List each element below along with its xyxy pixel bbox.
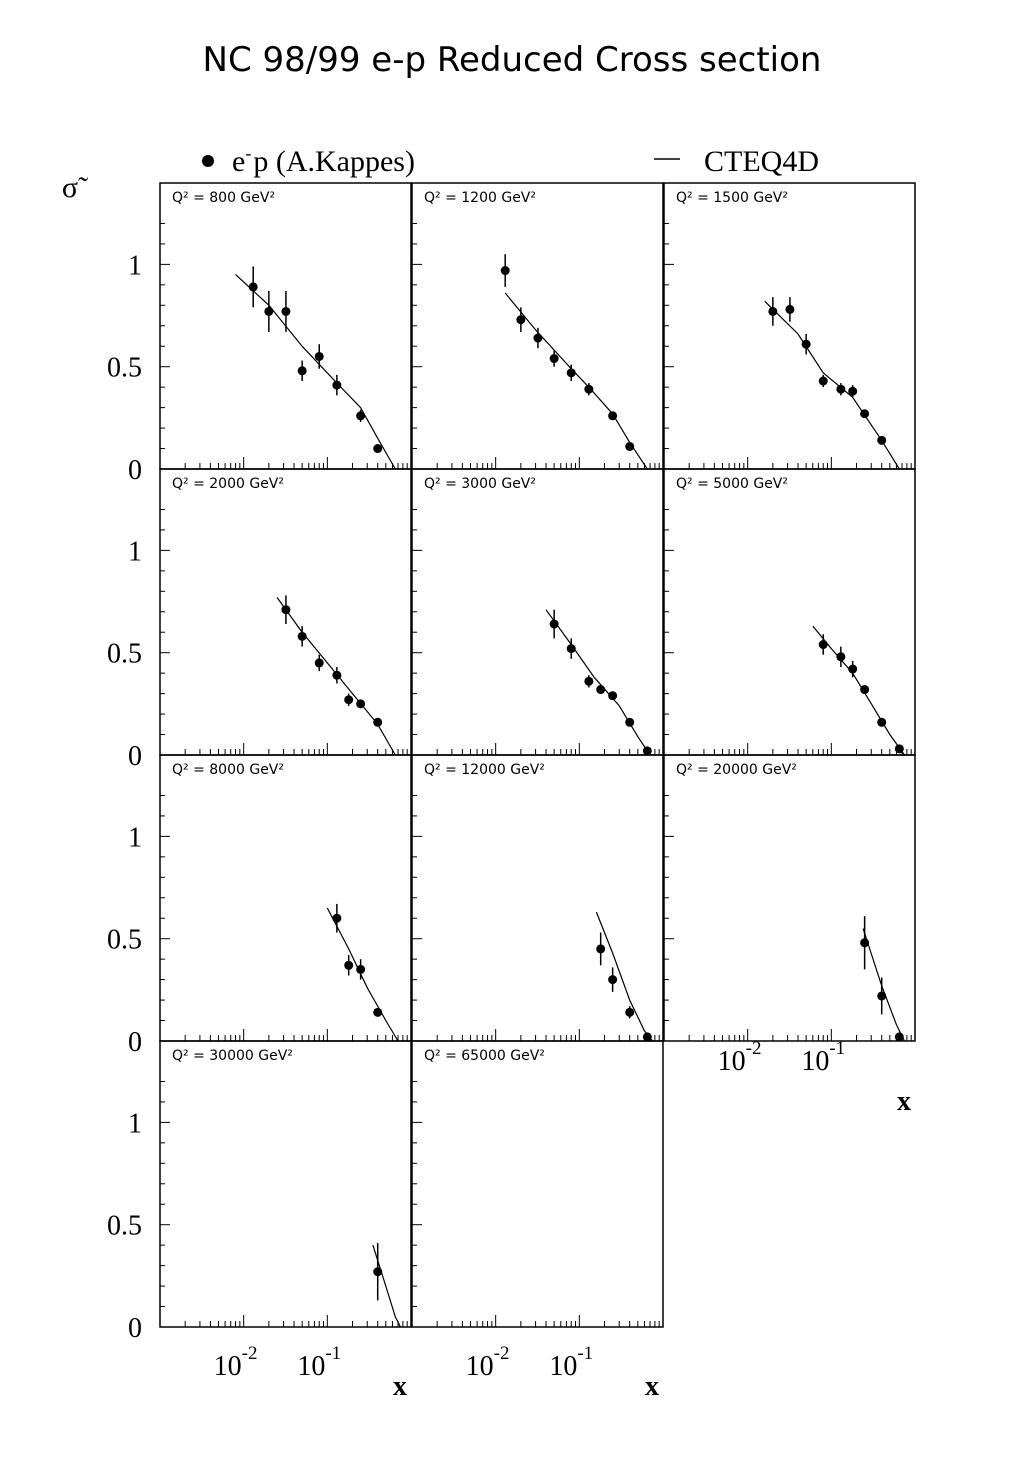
panel-3	[160, 469, 411, 755]
panel-0	[160, 183, 411, 469]
panel-label: Q² = 3000 GeV²	[424, 476, 536, 492]
panel-4	[412, 469, 663, 755]
data-point	[848, 387, 857, 396]
panel-7	[412, 755, 663, 1041]
legend-data-marker	[202, 155, 214, 167]
panel-frame	[160, 1041, 411, 1327]
data-point	[298, 632, 307, 641]
data-point	[608, 411, 617, 420]
data-point	[550, 354, 559, 363]
data-point	[836, 652, 845, 661]
y-tick-label: 0.5	[107, 638, 142, 670]
data-point	[625, 1008, 634, 1017]
data-point	[802, 340, 811, 349]
data-point	[584, 385, 593, 394]
y-tick-label: 0	[128, 741, 142, 772]
x-tick-exponent: -1	[829, 1038, 846, 1059]
data-point	[625, 442, 634, 451]
data-point	[344, 961, 353, 970]
data-point	[373, 1267, 382, 1276]
data-point	[567, 644, 576, 653]
data-point	[264, 307, 273, 316]
data-point	[344, 695, 353, 704]
panels	[107, 183, 915, 1402]
y-axis-label: σ̃	[61, 171, 79, 204]
theory-curve	[236, 275, 396, 469]
data-point	[608, 975, 617, 984]
y-tick-label: 0.5	[107, 1210, 142, 1242]
theory-curve	[596, 912, 652, 1041]
data-point	[533, 334, 542, 343]
panel-10	[412, 1041, 663, 1327]
data-point	[643, 1032, 652, 1041]
data-point	[356, 699, 365, 708]
data-point	[315, 658, 324, 667]
y-tick-label: 0	[128, 1027, 142, 1058]
y-tick-label: 1	[128, 536, 142, 568]
x-tick-label: 10	[465, 1351, 494, 1382]
data-point	[356, 411, 365, 420]
theory-curve	[546, 610, 650, 755]
data-point	[848, 665, 857, 674]
panel-1	[412, 183, 663, 469]
data-point	[550, 620, 559, 629]
data-point	[281, 307, 290, 316]
panel-5	[664, 469, 915, 755]
y-tick-label: 0	[128, 1313, 142, 1344]
panel-6	[160, 755, 411, 1041]
legend-data-label-rest: p (A.Kappes)	[253, 145, 415, 178]
data-point	[895, 744, 904, 753]
theory-curve	[863, 929, 904, 1042]
data-point	[785, 305, 794, 314]
x-axis-label: x	[645, 1371, 659, 1402]
panel-frame	[412, 469, 663, 755]
x-tick-exponent: -2	[745, 1038, 762, 1059]
data-point	[625, 718, 634, 727]
data-point	[860, 938, 869, 947]
y-tick-label: 0.5	[107, 924, 142, 956]
y-tick-label: 1	[128, 250, 142, 282]
theory-curve	[505, 293, 647, 469]
x-tick-label: 10	[801, 1046, 830, 1077]
panel-frame	[412, 755, 663, 1041]
x-tick-exponent: -2	[241, 1343, 258, 1364]
data-point	[860, 409, 869, 418]
data-point	[877, 436, 886, 445]
panel-label: Q² = 30000 GeV²	[172, 1048, 293, 1064]
data-point	[373, 1008, 382, 1017]
panel-label: Q² = 800 GeV²	[172, 190, 276, 206]
panel-label: Q² = 2000 GeV²	[172, 476, 284, 492]
data-point	[516, 315, 525, 324]
panel-2	[664, 183, 915, 469]
data-point	[332, 914, 341, 923]
data-point	[332, 671, 341, 680]
data-point	[501, 266, 510, 275]
panel-label: Q² = 5000 GeV²	[676, 476, 788, 492]
x-tick-label: 10	[297, 1351, 326, 1382]
data-point	[567, 368, 576, 377]
data-point	[596, 944, 605, 953]
panel-label: Q² = 65000 GeV²	[424, 1048, 545, 1064]
x-tick-exponent: -1	[325, 1343, 342, 1364]
legend-data-label-sup: -	[245, 143, 252, 163]
legend-data-label-base: e	[232, 145, 246, 178]
data-point	[877, 718, 886, 727]
x-tick-label: 10	[213, 1351, 242, 1382]
data-point	[298, 366, 307, 375]
y-tick-label: 0	[128, 455, 142, 486]
x-tick-label: 10	[549, 1351, 578, 1382]
data-point	[584, 677, 593, 686]
data-point	[281, 605, 290, 614]
data-point	[373, 718, 382, 727]
data-point	[819, 377, 828, 386]
data-point	[836, 385, 845, 394]
y-tick-label: 1	[128, 1108, 142, 1140]
x-tick-exponent: -2	[493, 1343, 510, 1364]
panel-frame	[412, 1041, 663, 1327]
panel-frame	[412, 183, 663, 469]
x-tick-label: 10	[717, 1046, 746, 1077]
data-point	[860, 685, 869, 694]
slide-title: NC 98/99 e-p Reduced Cross section	[202, 40, 822, 80]
legend-data-label	[232, 143, 415, 178]
data-point	[643, 746, 652, 755]
legend-curve-label: CTEQ4D	[704, 145, 819, 178]
data-point	[356, 965, 365, 974]
data-point	[332, 381, 341, 390]
theory-curve	[327, 908, 398, 1041]
x-tick-exponent: -1	[577, 1343, 594, 1364]
panel-frame	[664, 755, 915, 1041]
x-axis-label: x	[393, 1371, 407, 1402]
x-axis-label: x	[897, 1086, 911, 1117]
y-tick-label: 1	[128, 822, 142, 854]
panel-label: Q² = 1200 GeV²	[424, 190, 536, 206]
panel-8	[664, 755, 915, 1041]
panel-label: Q² = 8000 GeV²	[172, 762, 284, 778]
panel-label: Q² = 1500 GeV²	[676, 190, 788, 206]
panel-label: Q² = 20000 GeV²	[676, 762, 797, 778]
data-point	[315, 352, 324, 361]
data-point	[768, 307, 777, 316]
data-point	[608, 691, 617, 700]
data-point	[895, 1032, 904, 1041]
data-point	[819, 640, 828, 649]
legend	[202, 143, 819, 178]
data-point	[877, 991, 886, 1000]
panel-label: Q² = 12000 GeV²	[424, 762, 545, 778]
panel-frame	[664, 469, 915, 755]
data-point	[373, 444, 382, 453]
data-point	[596, 685, 605, 694]
data-point	[249, 282, 258, 291]
y-tick-label: 0.5	[107, 352, 142, 384]
panel-9	[160, 1041, 411, 1327]
